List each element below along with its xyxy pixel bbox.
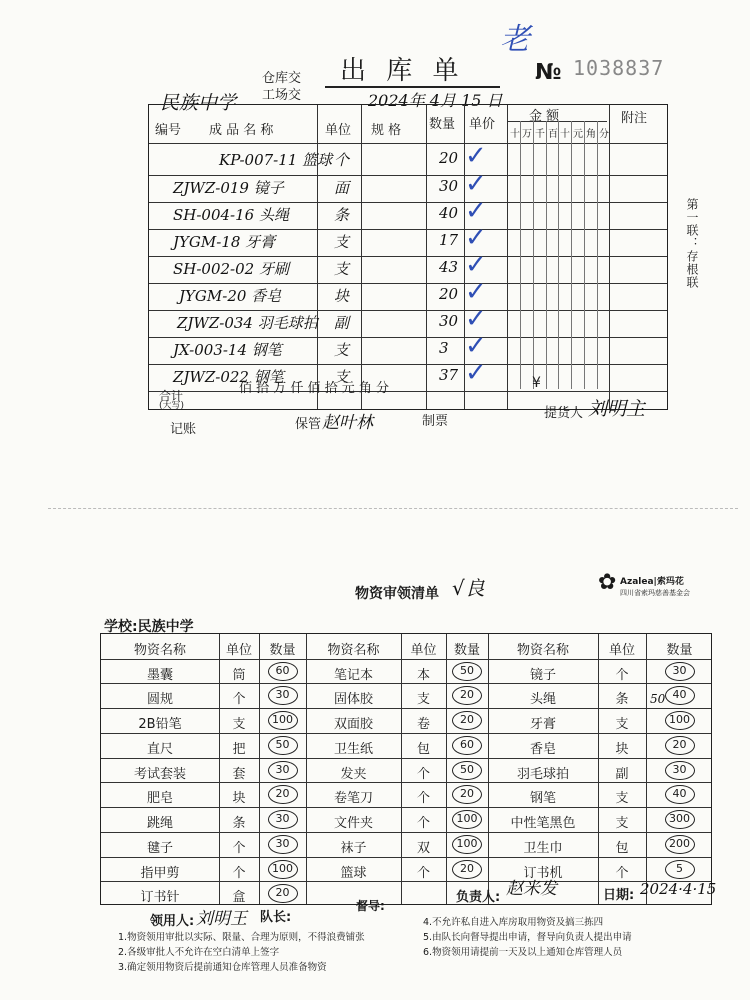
row-unit: 支 — [334, 260, 350, 278]
custody-label: 保管 — [295, 417, 322, 432]
item-name: 固体胶 — [333, 692, 373, 708]
item-name: 肥皂 — [146, 791, 173, 807]
note-line: 2.各级审批人不允许在空白清单上签字 — [118, 947, 280, 958]
amount-digit-header: 元 — [573, 129, 583, 140]
item-unit: 个 — [416, 791, 430, 807]
qty-circle: 30 — [665, 662, 695, 681]
check-mark-icon: ✓ — [465, 196, 487, 226]
item-unit: 支 — [416, 692, 430, 708]
requisition-table — [100, 633, 712, 905]
row-qty: 40 — [439, 204, 459, 222]
handwritten-extra: 50 — [650, 692, 666, 706]
column-header: 单位 — [225, 643, 252, 658]
note-line: 5.由队长向督导提出申请，督导向负责人提出申请 — [423, 932, 632, 943]
serial-number: 1038837 — [573, 56, 665, 80]
column-header: 物资名称 — [516, 643, 569, 658]
invoice-label: 制票 — [422, 414, 449, 429]
item-unit: 卷 — [416, 717, 430, 733]
requisition-title-mark: √良 — [452, 576, 485, 600]
header-price: 单价 — [469, 117, 496, 132]
qty-circle: 100 — [665, 711, 695, 730]
column-header: 单位 — [608, 643, 635, 658]
header-amount: 金 额 — [529, 109, 560, 124]
qty-circle: 100 — [268, 711, 298, 730]
header-unit: 单位 — [325, 123, 352, 138]
item-unit: 个 — [232, 840, 246, 856]
item-unit: 套 — [232, 766, 246, 782]
item-unit: 副 — [615, 766, 629, 782]
school-name: 学校:民族中学 — [104, 619, 194, 635]
row-qty: 20 — [439, 149, 459, 167]
qty-circle: 30 — [268, 761, 298, 780]
note-line: 1.物资领用审批以实际、限量、合理为原则，不得浪费铺张 — [118, 932, 365, 943]
column-header: 数量 — [453, 643, 480, 658]
item-unit: 个 — [416, 816, 430, 832]
item-unit: 条 — [615, 692, 629, 708]
row-unit: 支 — [334, 368, 350, 386]
supervisor-label: 督导: — [356, 899, 385, 913]
row-qty: 3 — [439, 339, 449, 357]
row-item: JYGM-20 香皂 — [179, 287, 282, 305]
qty-circle: 30 — [268, 686, 298, 705]
qty-circle: 60 — [268, 662, 298, 681]
responsible-label: 负责人: — [456, 890, 501, 905]
amount-digit-header: 分 — [599, 129, 609, 140]
qty-circle: 30 — [268, 810, 298, 829]
item-unit: 本 — [416, 667, 430, 683]
qty-circle: 20 — [452, 711, 482, 730]
item-unit: 块 — [232, 791, 246, 807]
recipient-label: 领用人: — [150, 914, 195, 929]
customer-name: 民族中学 — [160, 92, 237, 114]
qty-circle: 30 — [268, 835, 298, 854]
amount-digit-header: 角 — [586, 129, 596, 140]
form-title: 出 库 单 — [340, 56, 465, 86]
amount-digit-header: 百 — [548, 129, 558, 140]
receiver-signature: 刘明主 — [588, 398, 646, 420]
item-unit: 块 — [615, 741, 629, 757]
item-name: 头绳 — [529, 692, 556, 708]
item-name: 钢笔 — [529, 791, 556, 807]
row-unit: 副 — [334, 314, 350, 332]
item-unit: 条 — [232, 816, 246, 832]
row-item: SH-004-16 头绳 — [173, 206, 289, 224]
item-name: 圆规 — [146, 692, 173, 708]
item-unit: 筒 — [232, 667, 246, 683]
column-header: 数量 — [666, 643, 693, 658]
row-item: JX-003-14 钢笔 — [173, 341, 282, 359]
logo-brand: Azalea|索玛花 — [620, 577, 684, 587]
item-name: 订书针 — [140, 890, 180, 906]
qty-circle: 100 — [268, 860, 298, 879]
qty-circle: 20 — [268, 785, 298, 804]
item-unit: 支 — [615, 791, 629, 807]
item-name: 卫生纸 — [333, 741, 373, 757]
total-label: 合计 — [159, 389, 184, 403]
row-qty: 30 — [439, 312, 459, 330]
amount-digit-header: 千 — [535, 129, 545, 140]
bookkeeping-label: 记账 — [170, 422, 197, 437]
item-unit: 个 — [615, 667, 629, 683]
qty-circle: 100 — [452, 835, 482, 854]
responsible-signature: 赵米发 — [506, 879, 557, 899]
item-unit: 个 — [615, 865, 629, 881]
row-item: ZJWZ-022 钢笔 — [173, 368, 284, 386]
qty-circle: 20 — [452, 785, 482, 804]
item-unit: 盒 — [232, 890, 246, 906]
row-qty: 37 — [439, 366, 459, 384]
total-units: 佰 拾 万 仟 佰 拾 元 角 分 — [239, 381, 390, 396]
total-yen: ¥ — [532, 375, 541, 391]
item-unit: 支 — [615, 816, 629, 832]
qty-circle: 300 — [665, 810, 695, 829]
row-unit: 支 — [334, 341, 350, 359]
form-subtitle-workshop: 工场交 — [262, 88, 302, 103]
header-remark: 附注 — [621, 111, 648, 126]
qty-circle: 40 — [665, 785, 695, 804]
qty-circle: 20 — [268, 884, 298, 903]
item-unit: 个 — [416, 766, 430, 782]
header-spec: 规 格 — [371, 123, 402, 138]
check-mark-icon: ✓ — [465, 250, 487, 280]
row-unit: 块 — [334, 287, 350, 305]
item-name: 笔记本 — [333, 667, 373, 683]
item-name: 直尺 — [146, 741, 173, 757]
total-sub-label: (大写) — [159, 401, 185, 411]
check-mark-icon: ✓ — [465, 304, 487, 334]
item-name: 墨囊 — [146, 667, 173, 683]
outbound-table — [148, 104, 668, 410]
receiver-label: 提货人 — [544, 406, 584, 421]
row-unit: 个 — [334, 151, 350, 169]
item-name: 考试套装 — [133, 766, 186, 782]
check-mark-icon: ✓ — [465, 141, 487, 171]
handwritten-mark: 老 — [500, 22, 530, 57]
check-mark-icon: ✓ — [465, 223, 487, 253]
qty-circle: 20 — [452, 686, 482, 705]
qty-circle: 60 — [452, 736, 482, 755]
row-qty: 43 — [439, 258, 459, 276]
qty-circle: 30 — [665, 761, 695, 780]
item-name: 羽毛球拍 — [516, 766, 569, 782]
qty-circle: 40 — [665, 686, 695, 705]
item-name: 双面胶 — [333, 717, 373, 733]
item-unit: 个 — [232, 692, 246, 708]
date-label: 日期: — [603, 888, 635, 903]
item-unit: 个 — [232, 865, 246, 881]
item-name: 发夹 — [340, 766, 367, 782]
check-mark-icon: ✓ — [465, 331, 487, 361]
row-item: SH-002-02 牙刷 — [173, 260, 289, 278]
item-unit: 包 — [416, 741, 430, 757]
qty-circle: 200 — [665, 835, 695, 854]
requisition-title: 物资审领清单 — [355, 586, 439, 602]
item-name: 跳绳 — [146, 816, 173, 832]
column-header: 物资名称 — [327, 643, 380, 658]
header-qty: 数量 — [429, 117, 456, 132]
header-product: 成 品 名 称 — [209, 123, 274, 138]
note-line: 6.物资领用请提前一天及以上通知仓库管理人员 — [423, 947, 623, 958]
column-header: 物资名称 — [133, 643, 186, 658]
flower-icon: ✿ — [598, 570, 617, 595]
row-item: JYGM-18 牙膏 — [173, 233, 276, 251]
row-unit: 条 — [334, 206, 350, 224]
check-mark-icon: ✓ — [465, 169, 487, 199]
item-unit: 包 — [615, 840, 629, 856]
amount-digit-header: 万 — [522, 129, 532, 140]
item-name: 毽子 — [146, 840, 173, 856]
row-qty: 17 — [439, 231, 459, 249]
form-subtitle-warehouse: 仓库交 — [262, 71, 302, 86]
qty-circle: 5 — [665, 860, 695, 879]
row-qty: 20 — [439, 285, 459, 303]
item-unit: 支 — [232, 717, 246, 733]
item-unit: 双 — [416, 840, 430, 856]
amount-digit-header: 十 — [560, 129, 570, 140]
team-leader-label: 队长: — [260, 910, 292, 925]
column-header: 单位 — [410, 643, 437, 658]
note-line: 3.确定领用物资后提前通知仓库管理人员准备物资 — [118, 962, 327, 973]
row-item: ZJWZ-034 羽毛球拍 — [177, 314, 318, 332]
qty-circle: 20 — [452, 860, 482, 879]
recipient-signature: 刘明王 — [196, 909, 247, 929]
page-divider — [48, 508, 738, 509]
item-unit: 把 — [232, 741, 246, 757]
row-item: ZJWZ-019 镜子 — [173, 179, 284, 197]
item-unit: 个 — [416, 865, 430, 881]
date-value: 2024·4·15 — [640, 880, 717, 898]
item-name: 卷笔刀 — [333, 791, 373, 807]
serial-prefix: № — [535, 60, 562, 85]
item-name: 中性笔黑色 — [510, 816, 576, 832]
item-name: 香皂 — [529, 741, 556, 757]
row-unit: 支 — [334, 233, 350, 251]
header-code: 编号 — [155, 123, 182, 138]
qty-circle: 50 — [268, 736, 298, 755]
qty-circle: 100 — [452, 810, 482, 829]
item-name: 篮球 — [340, 865, 367, 881]
row-unit: 面 — [334, 179, 350, 197]
item-name: 2B铅笔 — [138, 717, 182, 733]
form-date: 2024年 4月 15 日 — [368, 91, 503, 110]
amount-digit-header: 十 — [510, 129, 520, 140]
row-item: KP-007-11 篮球 — [219, 151, 333, 169]
logo-subtitle: 四川省索玛慈善基金会 — [620, 589, 690, 597]
item-name: 镜子 — [529, 667, 556, 683]
custody-signature: 赵叶林 — [322, 413, 373, 433]
qty-circle: 20 — [665, 736, 695, 755]
column-header: 数量 — [269, 643, 296, 658]
check-mark-icon: ✓ — [465, 277, 487, 307]
note-line: 4.不允许私自进入库房取用物资及搞三拣四 — [423, 917, 604, 928]
item-name: 指甲剪 — [140, 865, 180, 881]
item-name: 卫生巾 — [523, 840, 563, 856]
copy-label: 第一联：存根联 — [685, 198, 699, 289]
row-qty: 30 — [439, 177, 459, 195]
qty-circle: 50 — [452, 761, 482, 780]
item-name: 袜子 — [340, 840, 367, 856]
item-name: 文件夹 — [333, 816, 373, 832]
item-name: 订书机 — [523, 865, 563, 881]
check-mark-icon: ✓ — [465, 358, 487, 388]
item-unit: 支 — [615, 717, 629, 733]
qty-circle: 50 — [452, 662, 482, 681]
item-name: 牙膏 — [529, 717, 556, 733]
